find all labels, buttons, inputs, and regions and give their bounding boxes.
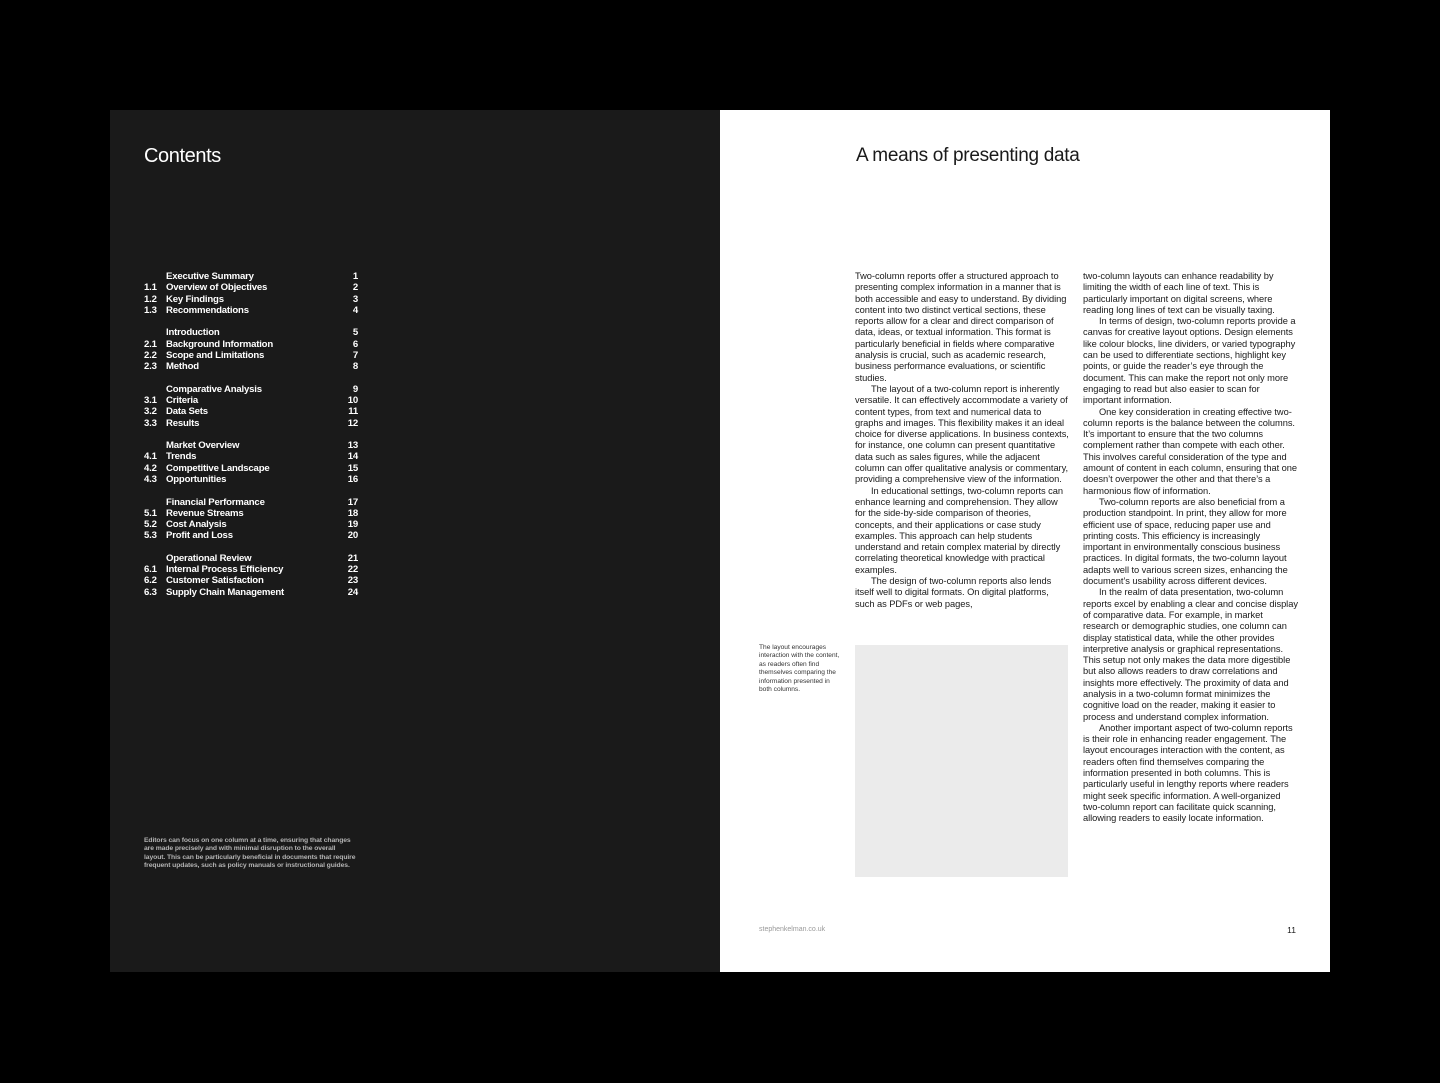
toc-item — [144, 474, 358, 485]
toc-item — [144, 406, 358, 417]
toc-number: 2.2 — [144, 349, 157, 361]
toc-number — [144, 327, 166, 338]
toc-label: Profit and Loss — [166, 530, 233, 542]
toc-page-number: 22 — [347, 564, 358, 576]
toc-page-number: 9 — [352, 383, 358, 395]
toc-page-number: 20 — [347, 530, 358, 542]
toc-heading — [144, 497, 358, 508]
toc-label: Introduction — [166, 327, 220, 339]
paragraph: Another important aspect of two-column reports is their role in enhancing reader engagement. The layout encourages interaction with the content, as readers often find themselves comparing the information presented in both columns. This is particularly useful in lengthy reports where readers might seek specific information. A well-organized two-column report can facilitate quick scanning, allowing readers to easily locate information. — [1083, 722, 1293, 824]
toc-label: Cost Analysis — [166, 519, 227, 531]
toc-page-number: 5 — [352, 327, 358, 339]
paragraph: One key consideration in creating effective two-column reports is the balance between the columns. It’s important to ensure that the two columns complement rather than compete with each other. This involves careful consideration of the type and amount of content in each column, ensuring that one doesn’t overpower the other and that there’s a harmonious flow of information. — [1083, 406, 1298, 496]
paragraph: In educational settings, two-column reports can enhance learning and comprehension. They allow for the side-by-side comparison of theories, concepts, and their applications or case study examples. This approach can help students understand and retain complex material by directly correlating theoretical knowledge with practical examples. — [855, 485, 1063, 575]
toc-item — [144, 508, 358, 519]
toc-page-number: 24 — [347, 586, 358, 598]
paragraph: Two-column reports offer a structured approach to presenting complex information in a manner that is both accessible and easy to understand. By dividing content into two distinct vertical sections, these reports allow for a clear and direct comparison of data, ideas, or textual information. This format is particularly beneficial in fields where comparative analysis is crucial, such as academic research, business performance evaluations, or scientific studies. — [855, 271, 1067, 383]
toc-item — [144, 451, 358, 462]
toc-item — [144, 350, 358, 361]
toc-number — [144, 440, 166, 451]
toc-label: Revenue Streams — [166, 507, 244, 519]
toc-page-number: 13 — [347, 440, 358, 452]
image-caption: The layout encourages interaction with the content, as readers often find themselves comparing the information presented in both columns. — [759, 644, 840, 694]
paragraph: Two-column reports are also beneficial from a production standpoint. In print, they allow for more efficient use of space, reducing paper use and printing costs. This efficiency is increasingly important in environmentally conscious business practices. In digital formats, the two-column layout adapts well to various screen sizes, enhancing the document’s usability across different devices. — [1083, 496, 1288, 587]
document-spread — [110, 110, 1330, 972]
toc-item — [144, 305, 358, 316]
table-of-contents — [144, 271, 358, 609]
toc-number: 2.3 — [144, 361, 157, 373]
toc-label: Internal Process Efficiency — [166, 564, 284, 576]
toc-item — [144, 564, 358, 575]
toc-number: 5.1 — [144, 507, 157, 519]
toc-number: 4.3 — [144, 474, 157, 486]
toc-label: Method — [166, 361, 199, 373]
toc-section — [144, 384, 358, 429]
toc-item — [144, 361, 358, 372]
toc-label: Opportunities — [166, 474, 227, 486]
toc-label: Criteria — [166, 395, 198, 407]
toc-page-number: 12 — [347, 417, 358, 429]
toc-label: Overview of Objectives — [166, 282, 268, 294]
toc-page-number: 14 — [347, 451, 358, 463]
toc-page-number: 11 — [348, 406, 358, 418]
toc-label: Recommendations — [166, 304, 249, 316]
toc-label: Supply Chain Management — [166, 586, 285, 598]
toc-number — [144, 384, 166, 395]
toc-number: 1.1 — [144, 282, 157, 294]
paragraph: The design of two-column reports also lends itself well to digital formats. On digital platforms, such as PDFs or web pages, — [855, 576, 1052, 609]
toc-page-number: 8 — [352, 361, 358, 373]
text-column-2 — [1083, 271, 1298, 825]
toc-page-number: 18 — [347, 507, 358, 519]
toc-label: Executive Summary — [166, 271, 254, 282]
toc-item — [144, 463, 358, 474]
paragraph: In terms of design, two-column reports provide a canvas for creative layout options. Design elements like colour blocks, line dividers, or varied typography can be used to differentiate sections, highlight key points, or guide the reader’s eye through the document. This can make the report not only more engaging to read but also easier to scan for important information. — [1083, 316, 1296, 406]
toc-number: 3.3 — [144, 417, 157, 429]
toc-label: Customer Satisfaction — [166, 575, 264, 587]
website-url: stephenkelman.co.uk — [759, 926, 826, 933]
article-page — [720, 110, 1330, 972]
toc-number — [144, 497, 166, 508]
toc-number: 5.3 — [144, 530, 157, 542]
toc-label: Trends — [166, 451, 197, 463]
article-title: A means of presenting data — [856, 145, 1080, 166]
toc-number: 4.2 — [144, 462, 157, 474]
toc-label: Competitive Landscape — [166, 462, 270, 474]
toc-number: 2.1 — [144, 338, 157, 350]
toc-label: Data Sets — [166, 406, 208, 418]
toc-item — [144, 519, 358, 530]
toc-page-number: 7 — [352, 349, 358, 361]
toc-number: 4.1 — [144, 451, 157, 463]
toc-page-number: 21 — [347, 552, 358, 564]
toc-heading — [144, 271, 358, 282]
toc-number — [144, 271, 166, 282]
image-placeholder — [855, 645, 1068, 877]
page-number: 11 — [1287, 925, 1296, 935]
toc-number — [144, 553, 166, 564]
toc-number: 3.2 — [144, 406, 157, 418]
text-column-1 — [855, 271, 1070, 610]
toc-page-number: 16 — [347, 474, 358, 486]
toc-page-number: 10 — [347, 395, 358, 407]
toc-heading — [144, 440, 358, 451]
toc-item — [144, 339, 358, 350]
toc-label: Scope and Limitations — [166, 349, 265, 361]
toc-item — [144, 575, 358, 586]
toc-label: Comparative Analysis — [166, 383, 262, 395]
toc-page-number: 3 — [352, 293, 358, 305]
toc-item — [144, 530, 358, 541]
toc-section — [144, 327, 358, 372]
contents-page — [110, 110, 720, 972]
toc-heading — [144, 384, 358, 395]
paragraph: The layout of a two-column report is inherently versatile. It can effectively accommodate a variety of content types, from text and numerical data to graphs and images. This flexibility makes it an ideal choice for diverse applications. In business contexts, for instance, one column can present quantitative data such as sales figures, while the adjacent column can offer qualitative analysis or commentary, providing a comprehensive view of the information. — [855, 383, 1069, 485]
toc-section — [144, 497, 358, 542]
toc-page-number: 17 — [347, 496, 358, 508]
toc-page-number: 2 — [352, 282, 358, 294]
contents-title: Contents — [144, 145, 221, 167]
footnote: Editors can focus on one column at a time, ensuring that changes are made precisely and with minimal disruption to the overall layout. This can be particularly beneficial in documents that require frequent updates, such as policy manuals or instructional guides. — [144, 837, 356, 870]
toc-heading — [144, 553, 358, 564]
toc-label: Market Overview — [166, 440, 240, 452]
paragraph: In the realm of data presentation, two-column reports excel by enabling a clear and concise display of comparative data. For example, in market research or demographic studies, one column can display statistical data, while the other provides interpretive analysis or graphical representations. This setup not only makes the data more digestible but also allows readers to draw correlations and insights more effectively. The proximity of data and analysis in a two-column format minimizes the cognitive load on the reader, making it easier to process and understand complex information. — [1083, 587, 1298, 722]
toc-label: Background Information — [166, 338, 273, 350]
toc-item — [144, 587, 358, 598]
toc-page-number: 6 — [352, 338, 358, 350]
toc-number: 3.1 — [144, 395, 157, 407]
toc-number: 1.2 — [144, 293, 157, 305]
toc-page-number: 19 — [347, 519, 358, 531]
toc-label: Key Findings — [166, 293, 224, 305]
toc-label: Financial Performance — [166, 496, 265, 508]
toc-section — [144, 553, 358, 598]
toc-section — [144, 440, 358, 485]
toc-section — [144, 271, 358, 316]
toc-label: Results — [166, 417, 200, 429]
toc-page-number: 15 — [347, 462, 358, 474]
toc-number: 1.3 — [144, 304, 157, 316]
toc-number: 6.3 — [144, 586, 157, 598]
toc-number: 6.1 — [144, 564, 157, 576]
toc-label: Operational Review — [166, 552, 252, 564]
toc-item — [144, 282, 358, 293]
toc-heading — [144, 327, 358, 338]
paragraph: two-column layouts can enhance readability by limiting the width of each line of text. This is particularly important on digital screens, where reading long lines of text can be visually taxing. — [1083, 271, 1275, 315]
toc-page-number: 4 — [352, 304, 358, 316]
toc-item — [144, 395, 358, 406]
toc-page-number: 1 — [352, 271, 358, 282]
toc-item — [144, 418, 358, 429]
toc-page-number: 23 — [347, 575, 358, 587]
toc-number: 6.2 — [144, 575, 157, 587]
toc-number: 5.2 — [144, 519, 157, 531]
toc-item — [144, 294, 358, 305]
